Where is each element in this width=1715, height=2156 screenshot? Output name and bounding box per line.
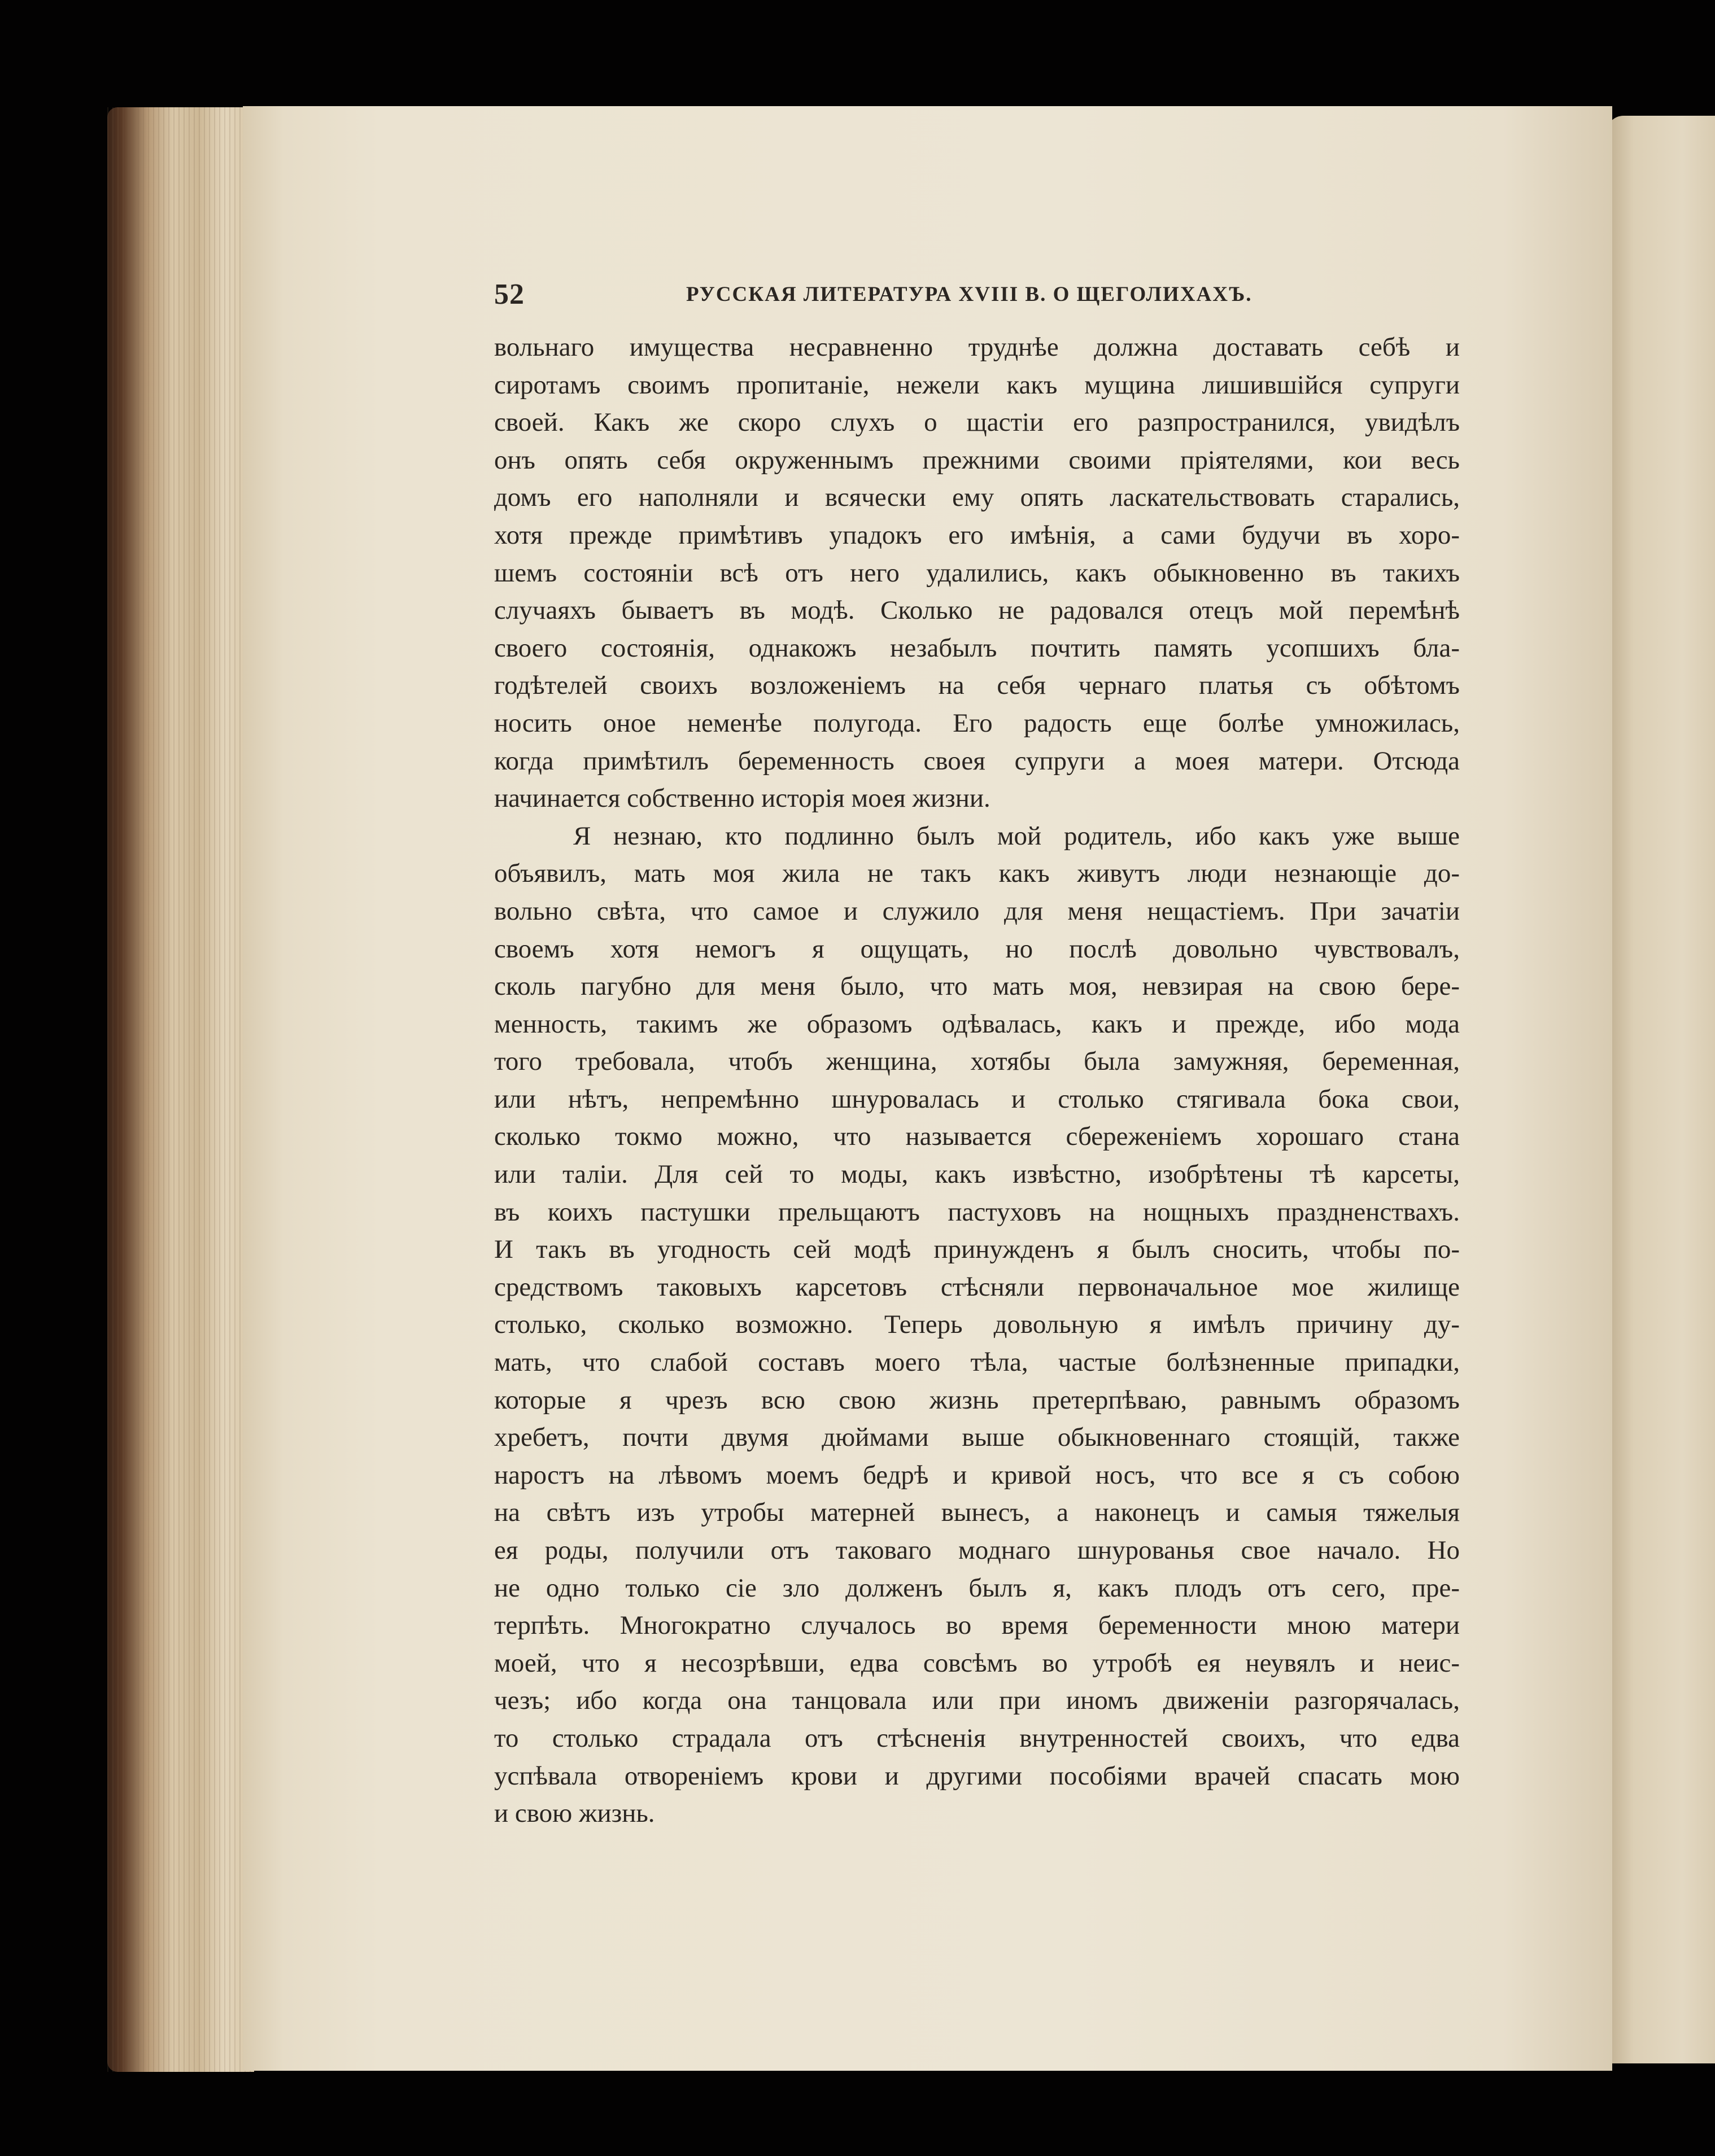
text-line: въ коихъ пастушки прельщаютъ пастуховъ на нощныхъ праздненствахъ. xyxy=(494,1197,1460,1227)
text-line: средствомъ таковыхъ карсетовъ стѣсняли первоначальное мое жилище xyxy=(494,1272,1460,1302)
text-line: своего состоянія, однакожъ незабылъ почтить память усопшихъ бла- xyxy=(494,633,1460,663)
text-line: хотя прежде примѣтивъ упадокъ его имѣнія, а сами будучи въ хоро- xyxy=(494,520,1460,550)
text-line: менность, такимъ же образомъ одѣвалась, какъ и прежде, ибо мода xyxy=(494,1009,1460,1039)
text-line: вольно свѣта, что самое и служило для меня нещастіемъ. При зачатіи xyxy=(494,896,1460,926)
running-title: РУССКАЯ ЛИТЕРАТУРА XVIII В. О ЩЕГОЛИХАХЪ. xyxy=(686,283,1253,306)
text-line: терпѣть. Многократно случалось во время беременности мною матери xyxy=(494,1611,1460,1641)
text-line: или нѣтъ, непремѣнно шнуровалась и столько стягивала бока свои, xyxy=(494,1084,1460,1114)
text-line: ея роды, получили отъ таковаго моднаго шнурованья свое начало. Но xyxy=(494,1536,1460,1565)
page-number: 52 xyxy=(494,278,525,311)
text-line: или таліи. Для сей то моды, какъ извѣстно, изобрѣтены тѣ карсеты, xyxy=(494,1160,1460,1189)
text-line: домъ его наполняли и всячески ему опять ласкательствовать старались, xyxy=(494,483,1460,513)
text-line: не одно только сіе зло долженъ былъ я, какъ плодъ отъ сего, пре- xyxy=(494,1573,1460,1603)
text-line: на свѣтъ изъ утробы матерней вынесъ, а наконецъ и самыя тяжелыя xyxy=(494,1498,1460,1528)
text-line: то столько страдала отъ стѣсненія внутренностей своихъ, что едва xyxy=(494,1723,1460,1753)
paragraph-last-line: и свою жизнь. xyxy=(494,1799,655,1829)
text-line: объявилъ, мать моя жила не такъ какъ живутъ люди незнающіе до- xyxy=(494,859,1460,889)
body-text xyxy=(494,329,1460,1833)
text-line: чезъ; ибо когда она танцовала или при иномъ движеніи разгорячалась, xyxy=(494,1686,1460,1716)
text-line: хребетъ, почти двумя дюймами выше обыкновеннаго стоящій, также xyxy=(494,1423,1460,1453)
text-line: того требовала, чтобъ женщина, хотябы была замужняя, беременная, xyxy=(494,1047,1460,1077)
text-line: сколь пагубно для меня было, что мать моя, невзирая на свою бере- xyxy=(494,972,1460,1002)
text-line: онъ опять себя окруженнымъ прежними своими пріятелями, кои весь xyxy=(494,445,1460,475)
book-page-edges xyxy=(107,107,254,2072)
text-line: своемъ хотя немогъ я ощущать, но послѣ довольно чувствовалъ, xyxy=(494,934,1460,964)
text-line: наростъ на лѣвомъ моемъ бедрѣ и кривой носъ, что все я съ собою xyxy=(494,1460,1460,1490)
text-line: годѣтелей своихъ возложеніемъ на себя чернаго платья съ обѣтомъ xyxy=(494,671,1460,701)
text-line: И такъ въ угодность сей модѣ принужденъ я былъ сносить, чтобы по- xyxy=(494,1235,1460,1265)
text-line: сиротамъ своимъ пропитаніе, нежели какъ мущина лишившійся супруги xyxy=(494,370,1460,400)
text-line: которые я чрезъ всю свою жизнь претерпѣваю, равнымъ образомъ xyxy=(494,1385,1460,1415)
text-line: успѣвала отвореніемъ крови и другими пособіями врачей спасать мою xyxy=(494,1761,1460,1791)
text-line: мать, что слабой составъ моего тѣла, частые болѣзненные припадки, xyxy=(494,1348,1460,1377)
text-line: моей, что я несозрѣвши, едва совсѣмъ во утробѣ ея неувялъ и неис- xyxy=(494,1648,1460,1678)
text-line: носить оное неменѣе полугода. Его радость еще болѣе умножилась, xyxy=(494,708,1460,738)
text-line: шемъ состояніи всѣ отъ него удалились, какъ обыкновенно въ такихъ xyxy=(494,558,1460,588)
text-line: столько, сколько возможно. Теперь довольную я имѣлъ причину ду- xyxy=(494,1310,1460,1340)
facing-page-edge xyxy=(1607,116,1715,2063)
text-line: когда примѣтилъ беременность своея супруги а моея матери. Отсюда xyxy=(494,746,1460,776)
text-line: сколько токмо можно, что называется сбереженіемъ хорошаго стана xyxy=(494,1122,1460,1152)
text-line: вольнаго имущества несравненно труднѣе должна доставать себѣ и xyxy=(494,333,1460,362)
paragraph-first-line: Я незнаю, кто подлинно былъ мой родитель, ибо какъ уже выше xyxy=(573,821,1460,851)
text-line: своей. Какъ же скоро слухъ о щастіи его разпространился, увидѣлъ xyxy=(494,408,1460,438)
running-head xyxy=(494,278,1271,317)
paragraph-last-line: начинается собственно исторія моея жизни. xyxy=(494,784,990,814)
text-line: случаяхъ бываетъ въ модѣ. Сколько не радовался отецъ мой перемѣнѣ xyxy=(494,596,1460,626)
